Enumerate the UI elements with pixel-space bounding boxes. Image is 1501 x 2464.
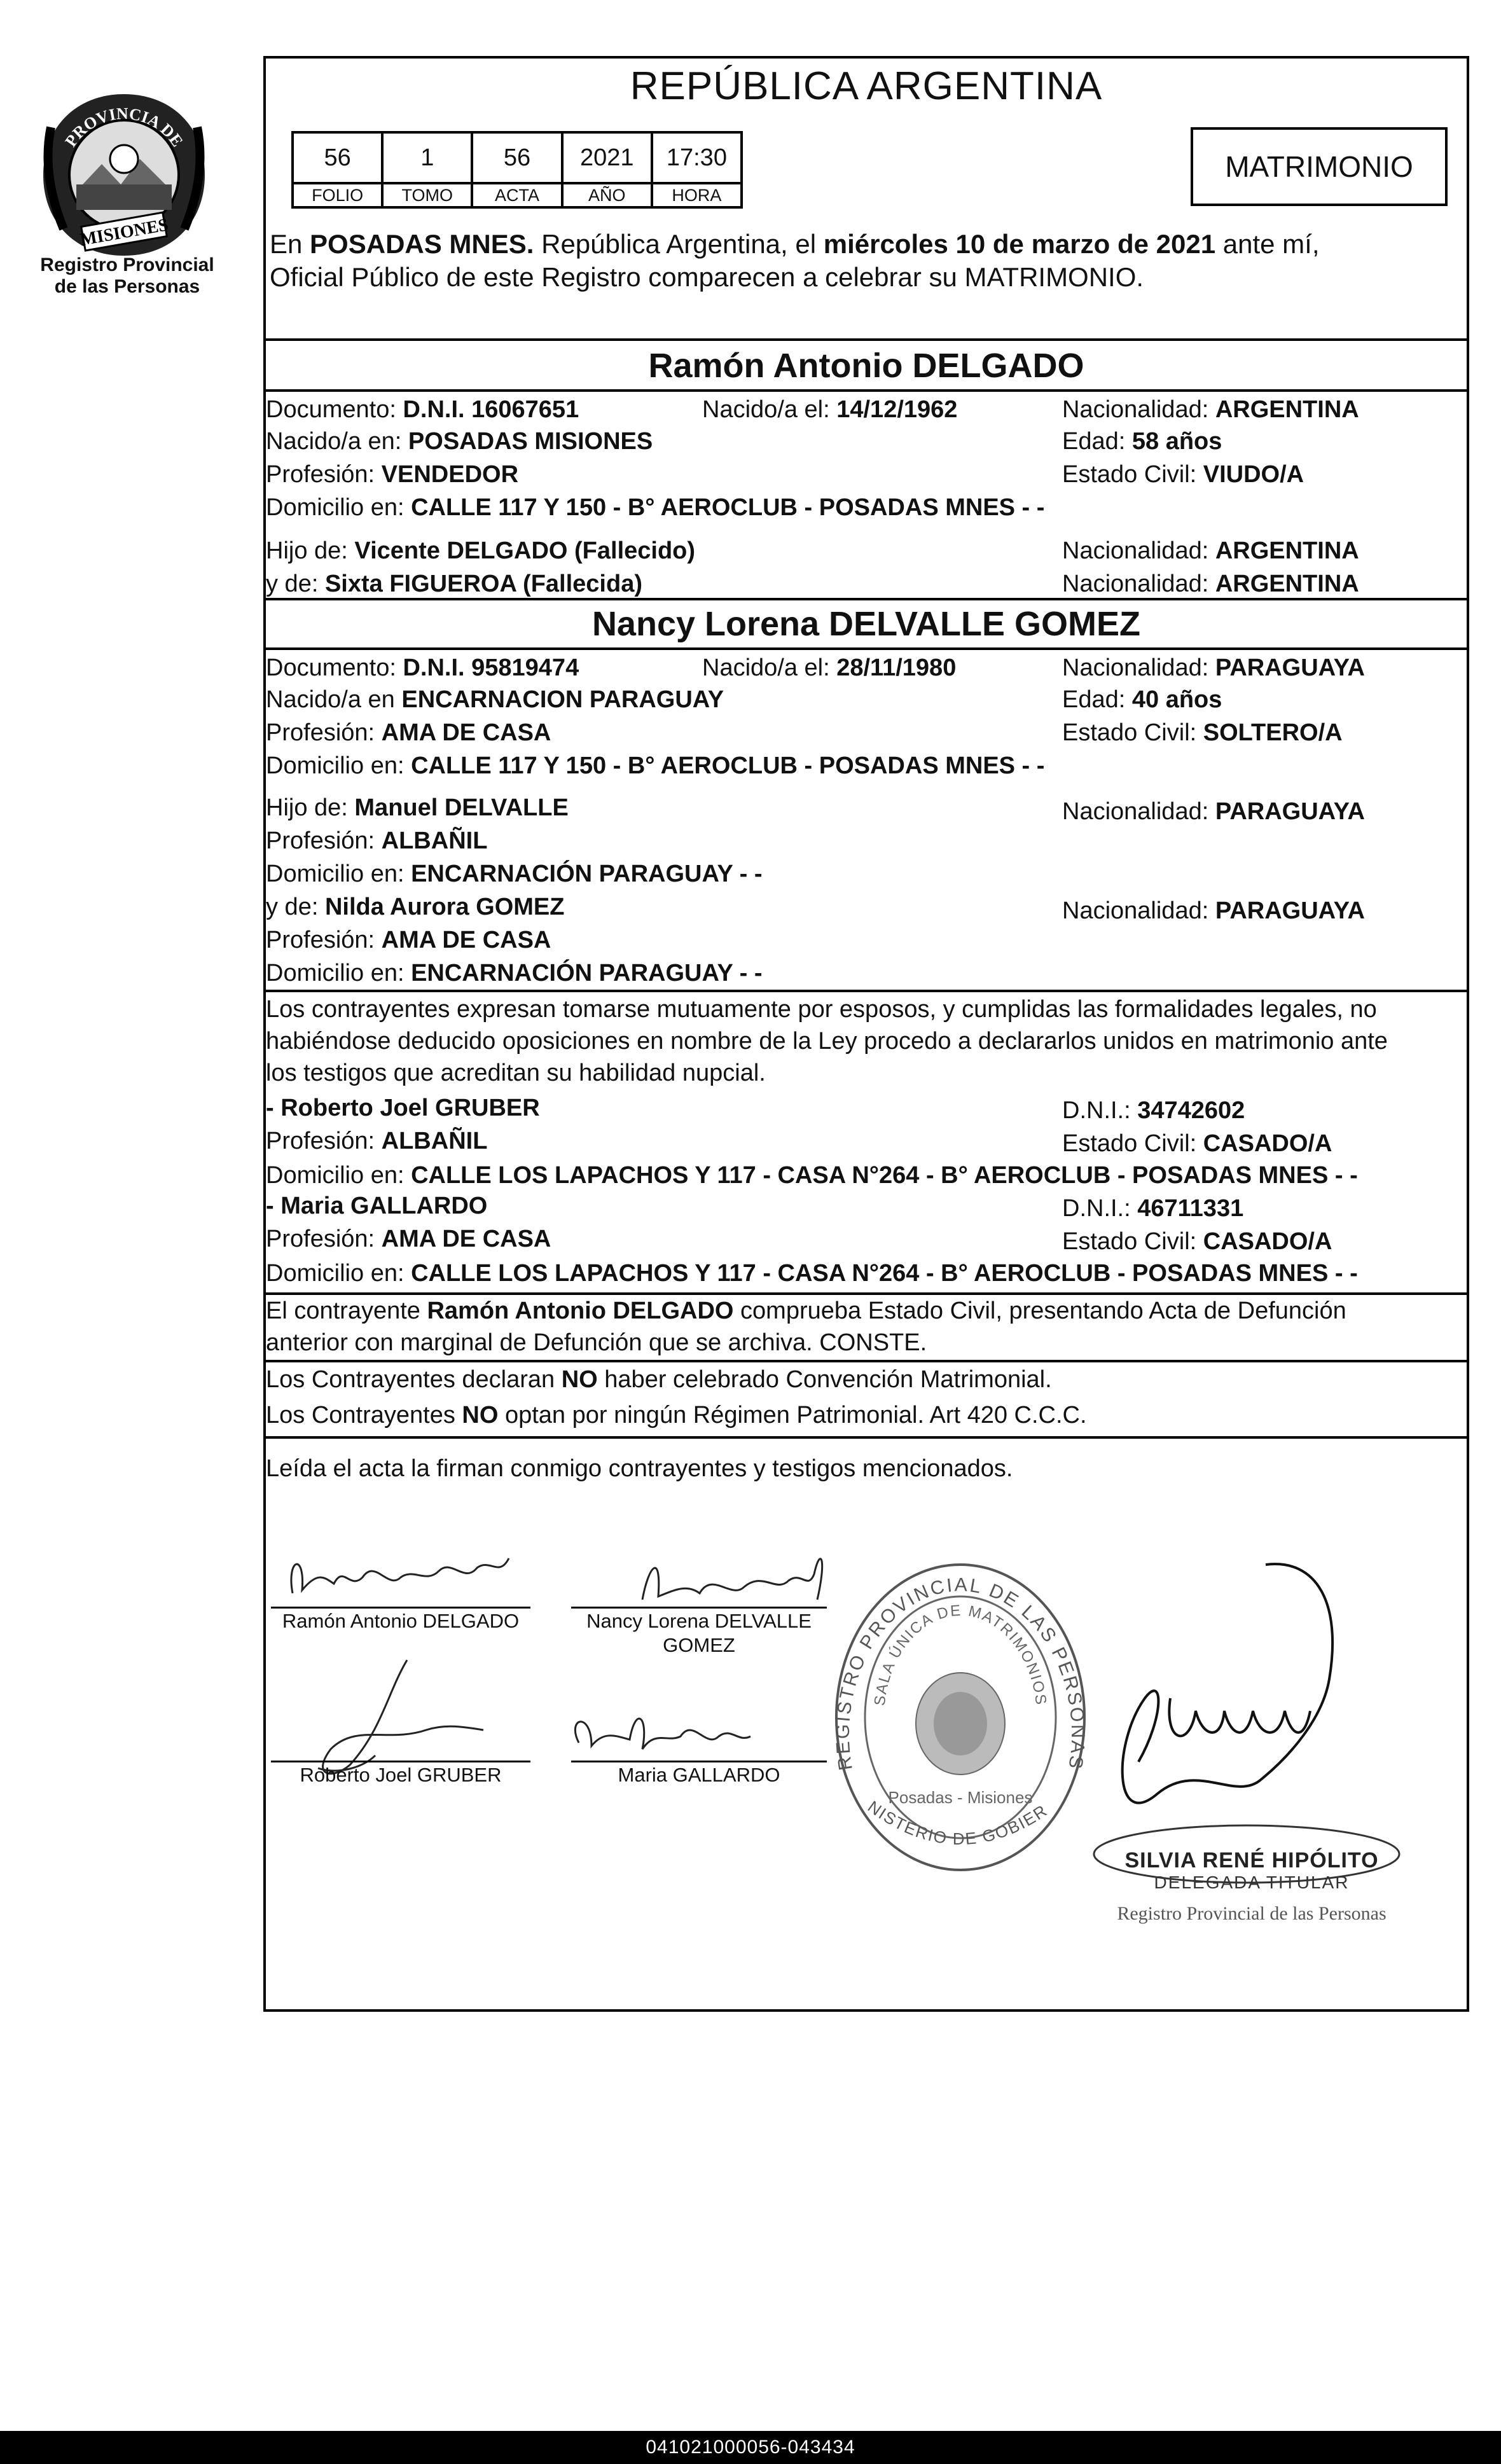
witness1-job-value: ALBAÑIL: [381, 1128, 488, 1154]
witness2-address: [266, 1258, 1358, 1289]
label: D.N.I.:: [1062, 1097, 1138, 1124]
civil-status-note-line1: [266, 1295, 1346, 1327]
groom-birthdate: [702, 394, 957, 425]
regime-note: [266, 1399, 1087, 1431]
groom-signature-label: Ramón Antonio DELGADO: [282, 1610, 520, 1632]
groom-name-heading: Ramón Antonio DELGADO: [648, 347, 1084, 385]
label: Estado Civil:: [1062, 1130, 1203, 1157]
label: Profesión:: [266, 719, 382, 746]
text: Los Contrayentes declaran: [266, 1366, 562, 1393]
label: Profesión:: [266, 461, 382, 488]
bride-signature-label-line2: GOMEZ: [663, 1634, 735, 1656]
label: y de:: [266, 571, 325, 597]
bride-address: [266, 751, 1044, 781]
groom-nationality: [1062, 394, 1359, 425]
label: Domicilio en:: [266, 752, 412, 779]
record-tomo-value: 1: [384, 134, 471, 184]
convention-no: NO: [561, 1366, 598, 1393]
officer-signature: [1075, 1552, 1406, 1883]
witness2-signature: [566, 1688, 782, 1768]
label: Nacionalidad:: [1062, 654, 1215, 681]
witness1-civil-value: CASADO/A: [1203, 1130, 1332, 1157]
record-folio-value: 56: [294, 134, 381, 184]
record-year: [564, 134, 653, 206]
bride-profession: [266, 717, 551, 748]
witness1-profession: [266, 1126, 487, 1156]
record-tomo: [384, 134, 473, 206]
groom-father-nat-value: ARGENTINA: [1215, 537, 1359, 564]
rule-bride-name: [263, 647, 1469, 650]
declaration-line1: Los contrayentes expresan tomarse mutuamente por esposos, y cumplidas las formalidades legales, no: [266, 996, 1377, 1023]
bride-father: [266, 792, 569, 823]
intro-text-c: ante mí,: [1215, 229, 1320, 259]
rule-declaration: [263, 990, 1469, 992]
stamp-place-text: Posadas - Misiones: [888, 1788, 1033, 1807]
groom-signature: [280, 1529, 534, 1609]
bride-profession-value: AMA DE CASA: [381, 719, 551, 746]
groom-address-value: CALLE 117 Y 150 - B° AEROCLUB - POSADAS MNES - -: [411, 494, 1045, 521]
bride-signature: [623, 1539, 852, 1609]
record-box: [291, 131, 743, 209]
logo-label-line1: Registro Provincial: [40, 254, 214, 275]
record-acta: [473, 134, 563, 206]
witness2-civil: [1062, 1226, 1332, 1257]
witness2-job-value: AMA DE CASA: [381, 1226, 551, 1252]
groom-birthdate-value: 14/12/1962: [836, 396, 958, 423]
label: Estado Civil:: [1062, 719, 1203, 746]
bride-nationality-value: PARAGUAYA: [1215, 654, 1365, 681]
label: Profesión:: [266, 1128, 382, 1154]
bride-father-profession: [266, 826, 487, 856]
bride-mother-profession: [266, 925, 551, 955]
label: Nacionalidad:: [1062, 571, 1215, 597]
document-code-bar: [0, 2431, 1501, 2464]
bride-mother-nationality: [1062, 896, 1365, 926]
bride-civil-value: SOLTERO/A: [1203, 719, 1343, 746]
document-code: 041021000056-043434: [646, 2437, 855, 2458]
text: Los Contrayentes: [266, 1402, 462, 1429]
bride-document: [266, 653, 579, 683]
witness1-civil: [1062, 1128, 1332, 1159]
groom-address: [266, 492, 1044, 523]
bride-birthdate-value: 28/11/1980: [836, 654, 957, 681]
intro-line1: [270, 226, 1319, 262]
witness1-name: - Roberto Joel GRUBER: [266, 1095, 540, 1121]
official-stamp: [819, 1543, 1094, 1889]
label: Estado Civil:: [1062, 1228, 1203, 1255]
groom-doc-value: D.N.I. 16067651: [403, 396, 579, 423]
bride-civil-status: [1062, 717, 1343, 748]
witness1-home-value: CALLE LOS LAPACHOS Y 117 - CASA N°264 - B° AEROCLUB - POSADAS MNES - -: [411, 1162, 1358, 1189]
officer-role: DELEGADA TITULAR: [1154, 1872, 1350, 1892]
groom-profession-value: VENDEDOR: [381, 461, 519, 488]
witness2-profession: [266, 1224, 551, 1254]
witness2-name: - Maria GALLARDO: [266, 1193, 488, 1219]
rule-groom-top: [263, 338, 1469, 341]
label: Documento:: [266, 654, 403, 681]
record-type-box: MATRIMONIO: [1191, 127, 1448, 206]
record-year-value: 2021: [564, 134, 651, 184]
groom-nationality-value: ARGENTINA: [1215, 396, 1359, 423]
bride-age: [1062, 684, 1222, 715]
groom-signature-line: [271, 1607, 530, 1609]
groom-father-nationality: [1062, 536, 1359, 566]
text: optan por ningún Régimen Patrimonial. Art 420 C.C.C.: [498, 1402, 1087, 1429]
text: El contrayente: [266, 1298, 427, 1324]
bride-birthdate: [702, 653, 956, 683]
groom-civil-value: VIUDO/A: [1203, 461, 1304, 488]
label: Profesión:: [266, 927, 382, 953]
stamp-bottom-text: MINISTERIO DE GOBIERNO: [819, 1543, 1051, 1849]
declaration-line3: los testigos que acreditan su habilidad nupcial.: [266, 1060, 766, 1086]
bride-nationality: [1062, 653, 1365, 683]
witness2-home-value: CALLE LOS LAPACHOS Y 117 - CASA N°264 - B° AEROCLUB - POSADAS MNES - -: [411, 1260, 1358, 1287]
record-hour: [653, 134, 740, 206]
rule-convention: [263, 1360, 1469, 1362]
logo-ring-top-text: PROVINCIA DE: [61, 104, 187, 150]
label: Nacionalidad:: [1062, 798, 1215, 825]
bride-mother-home-value: ENCARNACIÓN PARAGUAY - -: [411, 960, 763, 986]
label: Domicilio en:: [266, 1260, 412, 1287]
groom-signature-script: Delgado: [394, 1529, 420, 1536]
bride-mother-nat-value: PARAGUAYA: [1215, 897, 1365, 924]
officer-office: Registro Provincial de las Personas: [1117, 1903, 1387, 1924]
text: haber celebrado Convención Matrimonial.: [597, 1366, 1052, 1393]
stamp-inner-text: SALA ÚNICA DE MATRIMONIOS: [871, 1602, 1050, 1707]
intro-date: miércoles 10 de marzo de 2021: [823, 229, 1216, 259]
bride-birthplace-value: ENCARNACION PARAGUAY: [401, 686, 724, 713]
bride-father-value: Manuel DELVALLE: [354, 794, 569, 821]
declaration-line2: habiéndose deducido oposiciones en nombre de la Ley procedo a declararlos unidos en matrimonio ante: [266, 1028, 1388, 1055]
witness1-dni-value: 34742602: [1137, 1097, 1245, 1124]
bride-age-value: 40 años: [1131, 686, 1222, 713]
bride-address-value: CALLE 117 Y 150 - B° AEROCLUB - POSADAS MNES - -: [411, 752, 1045, 779]
witness2-signature-line: [571, 1761, 827, 1762]
witness1-signature-label: Roberto Joel GRUBER: [300, 1764, 502, 1786]
convention-note: [266, 1364, 1052, 1395]
groom-father-value: Vicente DELGADO (Fallecido): [354, 537, 696, 564]
label: Edad:: [1062, 428, 1132, 455]
bride-signature-label: [571, 1609, 827, 1658]
label: Domicilio en:: [266, 861, 412, 887]
intro-text-b: República Argentina, el: [534, 229, 824, 259]
bride-father-nat-value: PARAGUAYA: [1215, 798, 1365, 825]
groom-mother-nat-value: ARGENTINA: [1215, 571, 1359, 597]
record-year-label: AÑO: [588, 185, 626, 205]
record-tomo-label: TOMO: [401, 185, 453, 205]
logo-label-line2: de las Personas: [54, 276, 200, 297]
logo-ring-bottom-text: MISIONES: [78, 215, 170, 250]
officer-name: SILVIA RENÉ HIPÓLITO: [1124, 1848, 1379, 1872]
document-title: REPÚBLICA ARGENTINA: [630, 64, 1103, 108]
label: Profesión:: [266, 1226, 382, 1252]
bride-mother-job-value: AMA DE CASA: [381, 927, 551, 953]
witness2-civil-value: CASADO/A: [1203, 1228, 1332, 1255]
bride-name-heading: Nancy Lorena DELVALLE GOMEZ: [591, 605, 1141, 643]
bride-father-job-value: ALBAÑIL: [381, 827, 488, 854]
stamp-outer-text: REGISTRO PROVINCIAL DE LAS PERSONAS: [832, 1574, 1089, 1772]
witness2-signature-label: Maria GALLARDO: [618, 1764, 780, 1786]
groom-civil-status: [1062, 459, 1304, 490]
rule-groom-name: [263, 389, 1469, 392]
label: Documento:: [266, 396, 403, 423]
bride-mother-address: [266, 958, 763, 988]
groom-age-value: 58 años: [1131, 428, 1222, 455]
label: Estado Civil:: [1062, 461, 1203, 488]
text: comprueba Estado Civil, presentando Acta de Defunción: [733, 1298, 1346, 1324]
intro-text-a: En: [270, 229, 310, 259]
regime-no: NO: [462, 1402, 499, 1429]
label: Nacido/a en:: [266, 428, 408, 455]
record-folio-label: FOLIO: [312, 185, 364, 205]
groom-mother-value: Sixta FIGUEROA (Fallecida): [324, 571, 642, 597]
witness2-signature-script: Gallardo Maria: [649, 1688, 699, 1695]
witness1-address: [266, 1160, 1358, 1191]
record-hour-value: 17:30: [653, 134, 740, 184]
label: Domicilio en:: [266, 1162, 412, 1189]
rule-closing: [263, 1436, 1469, 1439]
record-hour-label: HORA: [672, 185, 722, 205]
closing-statement: Leída el acta la firman conmigo contrayentes y testigos mencionados.: [266, 1455, 1013, 1482]
witness2-dni-value: 46711331: [1137, 1195, 1244, 1222]
bride-father-home-value: ENCARNACIÓN PARAGUAY - -: [411, 861, 763, 887]
bride-birthplace: [266, 684, 724, 715]
groom-father: [266, 536, 695, 566]
label: Domicilio en:: [266, 960, 412, 986]
intro-line2: Oficial Público de este Registro comparecen a celebrar su MATRIMONIO.: [270, 262, 1144, 292]
label: Hijo de:: [266, 794, 355, 821]
groom-profession: [266, 459, 518, 490]
groom-age: [1062, 426, 1222, 457]
bride-father-address: [266, 859, 763, 889]
bride-signature-label-line1: Nancy Lorena DELVALLE: [586, 1610, 812, 1632]
bride-mother-value: Nilda Aurora GOMEZ: [324, 894, 565, 920]
bride-signature-line: [571, 1607, 827, 1609]
label: Hijo de:: [266, 537, 355, 564]
groom-birthplace-value: POSADAS MISIONES: [408, 428, 653, 455]
label: Nacionalidad:: [1062, 537, 1215, 564]
groom-document: [266, 394, 579, 425]
label: Nacionalidad:: [1062, 396, 1215, 423]
label: Nacionalidad:: [1062, 897, 1215, 924]
label: Nacido/a el:: [702, 654, 837, 681]
civil-status-note-line2: anterior con marginal de Defunción que se archiva. CONSTE.: [266, 1329, 927, 1356]
groom-mother-nationality: [1062, 569, 1359, 599]
label: Edad:: [1062, 686, 1132, 713]
witness2-dni: [1062, 1193, 1243, 1224]
groom-birthplace: [266, 426, 653, 457]
record-folio: [294, 134, 384, 206]
bride-doc-value: D.N.I. 95819474: [403, 654, 579, 681]
civil-note-name: Ramón Antonio DELGADO: [427, 1298, 734, 1324]
bride-mother: [266, 892, 564, 922]
label: Nacido/a el:: [702, 396, 837, 423]
witness1-dni: [1062, 1095, 1245, 1126]
groom-mother: [266, 569, 642, 599]
label: D.N.I.:: [1062, 1195, 1138, 1222]
label: Domicilio en:: [266, 494, 412, 521]
witness1-signature-line: [271, 1761, 530, 1762]
label: y de:: [266, 894, 325, 920]
record-acta-label: ACTA: [495, 185, 540, 205]
record-acta-value: 56: [473, 134, 560, 184]
label: Nacido/a en: [266, 686, 402, 713]
label: Profesión:: [266, 827, 382, 854]
bride-father-nationality: [1062, 796, 1365, 827]
logo-label: [25, 254, 229, 298]
intro-place: POSADAS MNES.: [310, 229, 534, 259]
